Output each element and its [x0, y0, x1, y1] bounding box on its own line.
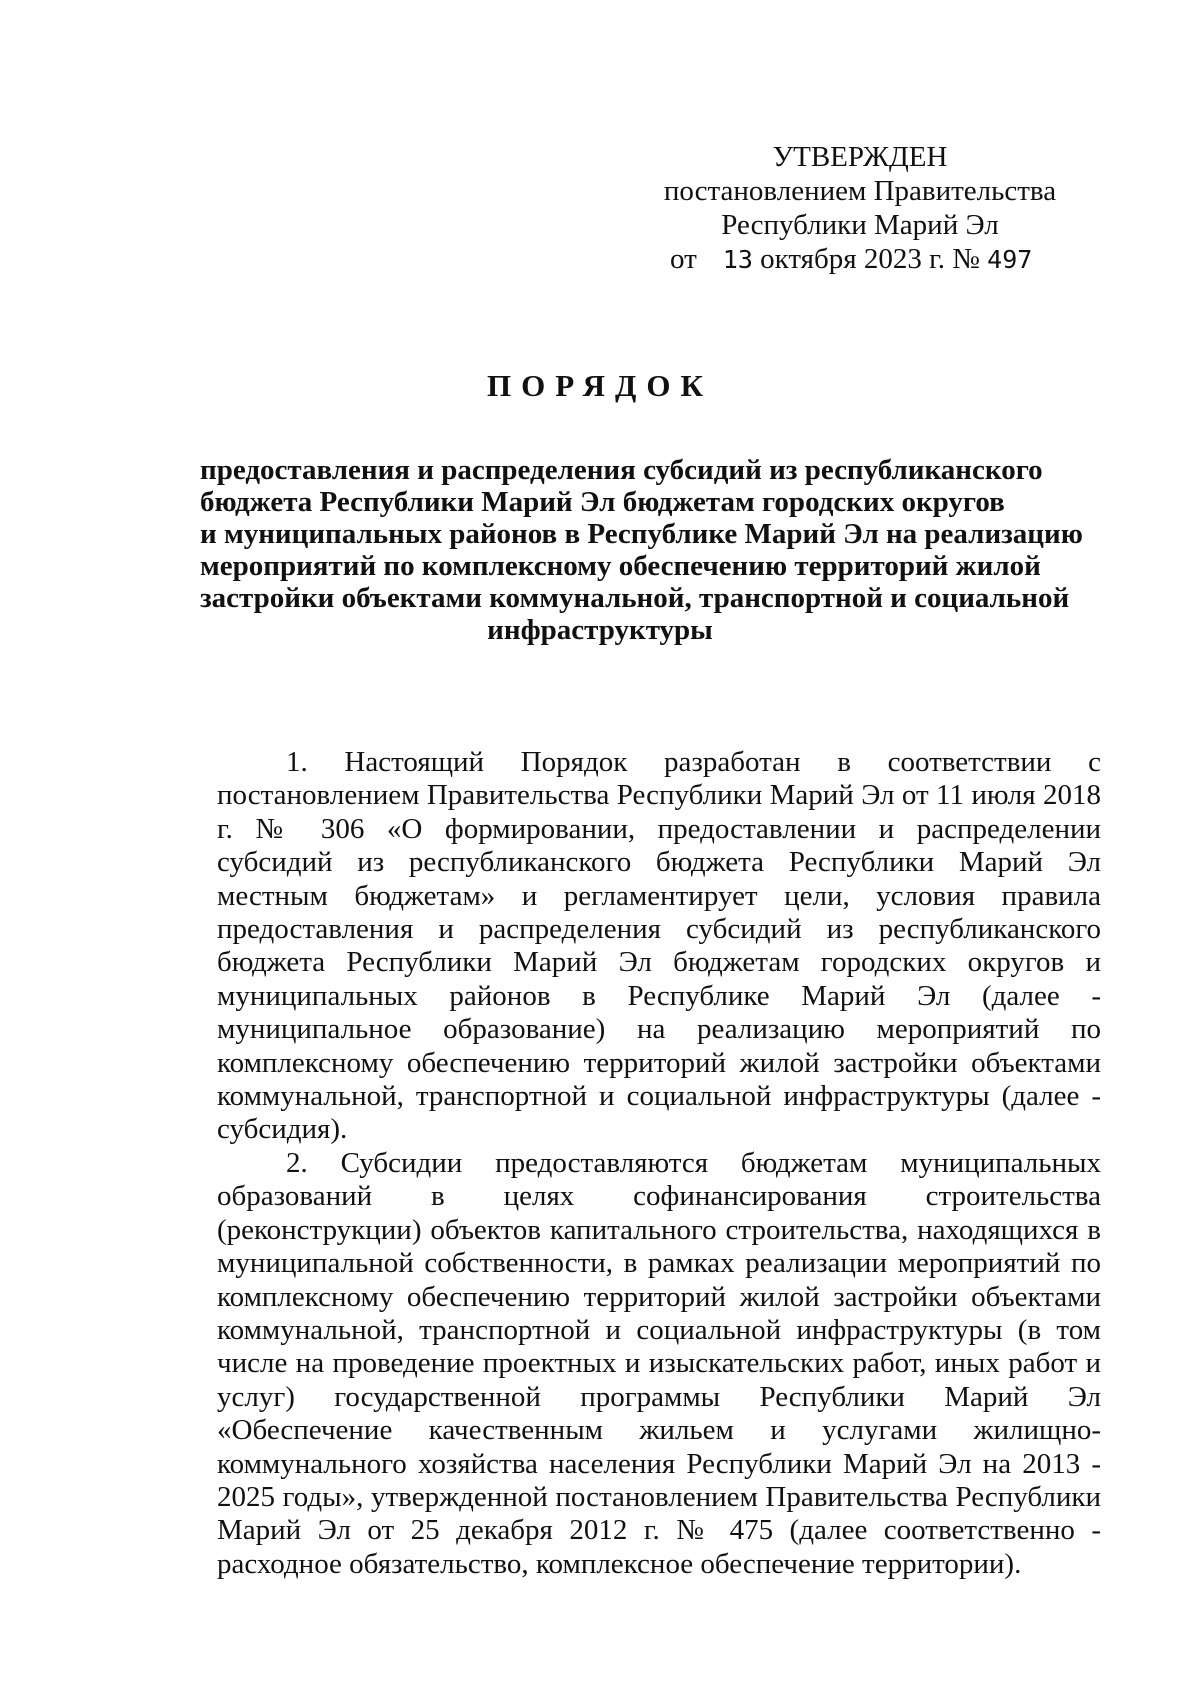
- approval-date-line: [650, 242, 1070, 277]
- approval-stamp: [650, 140, 1070, 277]
- approval-day: 13: [722, 245, 753, 274]
- subtitle-line: застройки объектами коммунальной, транспортной и социальной: [200, 582, 1070, 614]
- subtitle-line: предоставления и распределения субсидий из республиканского: [200, 454, 1043, 486]
- approval-authority: постановлением Правительства: [663, 175, 1057, 207]
- subtitle-line: и муниципальных районов в Республике Марий Эл на реализацию: [200, 518, 1083, 550]
- document-title: ПОРЯДОК: [487, 368, 713, 403]
- approval-region: Республики Марий Эл: [721, 209, 999, 241]
- paragraph-2: 2. Субсидии предоставляются бюджетам муниципальных образований в целях софинансирования строительства (реконструкции) объектов капитального строительства, находящихся в муниципальной собственности, в рамках реализации мероприятий по комплексному обеспечению территорий жилой застройки объектами коммунальной, транспортной и социальной инфраструктуры (в том числе на проведение проектных и изыскательских работ, иных работ и услуг) государственной программы Республики Марий Эл «Обеспечение качественным жильем и услугами жилищно-коммунального хозяйства населения Республики Марий Эл на 2013 - 2025 годы», утвержденной постановлением Правительства Республики Марий Эл от 25 декабря 2012 г. № 475 (далее соответственно - расходное обязательство, комплексное обеспечение территории).: [217, 1146, 1101, 1580]
- approval-date-prefix: от: [670, 243, 697, 275]
- subtitle-line: инфраструктуры: [487, 614, 713, 646]
- approval-number: 497: [987, 245, 1033, 274]
- paragraph-1: 1. Настоящий Порядок разработан в соответствии с постановлением Правительства Республики Марий Эл от 11 июля 2018 г. № 306 «О формировании, предоставлении и распределении субсидий из республиканского бюджета Республики Марий Эл местным бюджетам» и регламентирует цели, условия правила предоставления и распределения субсидий из республиканского бюджета Республики Марий Эл бюджетам городских округов и муниципальных районов в Республике Марий Эл (далее - муниципальное образование) на реализацию мероприятий по комплексному обеспечению территорий жилой застройки объектами коммунальной, транспортной и социальной инфраструктуры (далее - субсидия).: [217, 746, 1101, 1146]
- subtitle-line: мероприятий по комплексному обеспечению территорий жилой: [200, 550, 1041, 582]
- document-subtitle: [200, 454, 1083, 646]
- approval-heading: УТВЕРЖДЕН: [772, 141, 948, 173]
- document-body: [217, 746, 1101, 1581]
- approval-date-middle: октября 2023 г. №: [760, 243, 980, 275]
- subtitle-line: бюджета Республики Марий Эл бюджетам городских округов: [200, 486, 1005, 518]
